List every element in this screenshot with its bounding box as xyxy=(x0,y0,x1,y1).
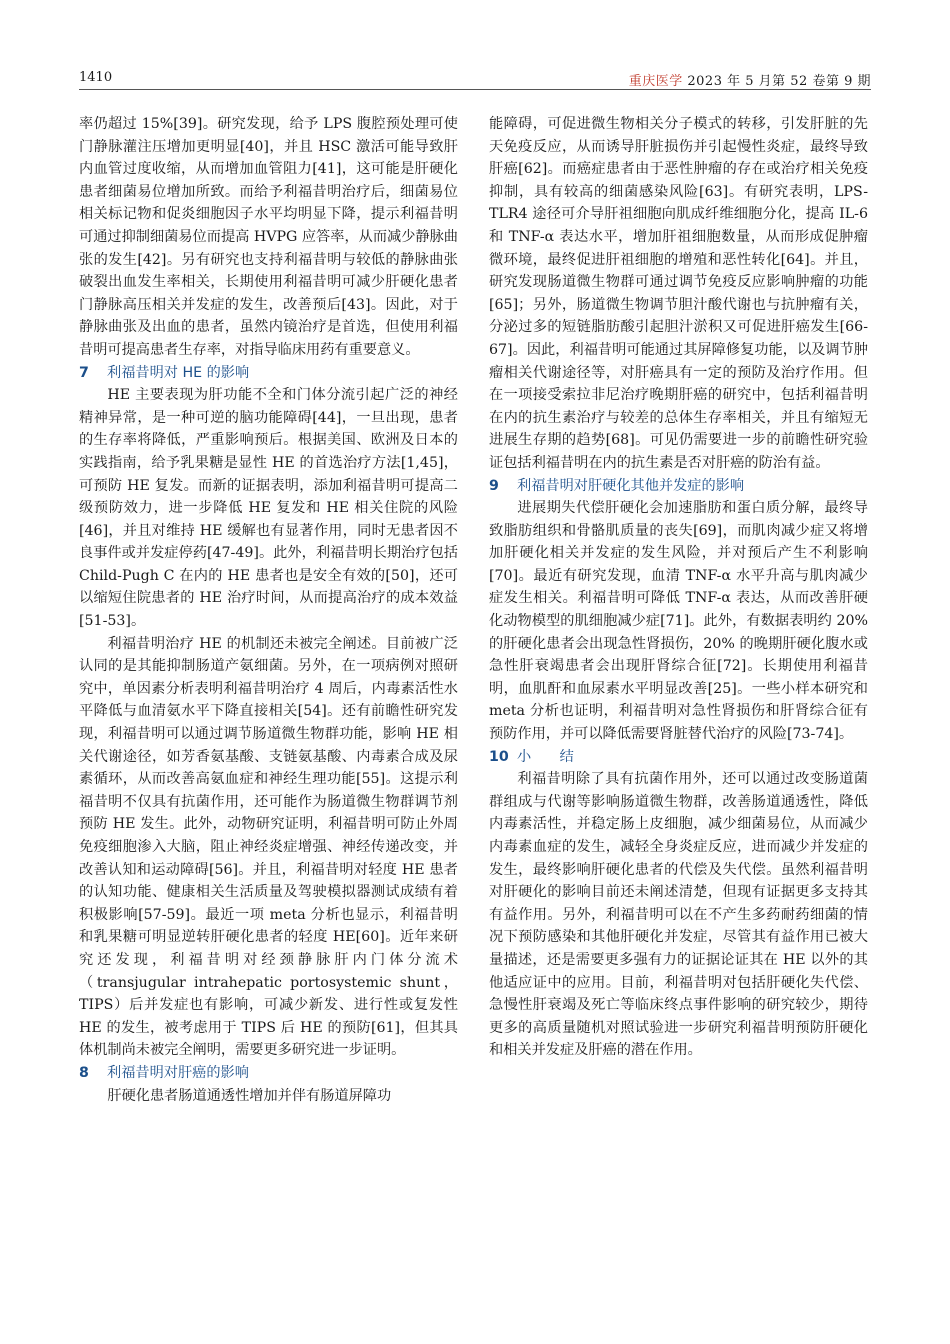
page-number: 1410 xyxy=(79,70,113,85)
section-title: 利福昔明对肝癌的影响 xyxy=(107,1064,249,1081)
section-heading xyxy=(489,746,868,769)
journal-issue: 2023 年 5 月第 52 卷第 9 期 xyxy=(687,74,871,89)
body-paragraph: 利福昔明除了具有抗菌作用外，还可以通过改变肠道菌群组成与代谢等影响肠道微生物群，改善肠道通透性，降低内毒素活性，并稳定肠上皮细胞，减少细菌易位，从而减少内毒素血症的发生，减轻全身炎症反应，进而减少并发症的发生，最终影响肝硬化患者的代偿及失代偿。虽然利福昔明对肝硬化的影响目前还未阐述清楚，但现有证据更多支持其有益作用。另外，利福昔明可以在不产生多药耐药细菌的情况下预防感染和其他肝硬化并发症，尽管其有益作用已被大量描述，还是需要更多强有力的证据论证其在 HE 以外的其他适应证中的应用。目前，利福昔明对包括肝硬化失代偿、急慢性肝衰竭及死亡等临床终点事件影响的研究较少，期待更多的高质量随机对照试验进一步研究利福昔明预防肝硬化和相关并发症及肝癌的潜在作用。 xyxy=(489,771,868,1059)
page-header xyxy=(79,64,871,92)
body-paragraph: HE 主要表现为肝功能不全和门体分流引起广泛的神经精神异常，是一种可逆的脑功能障碍[44]，一旦出现，患者的生存率将降低，严重影响预后。根据美国、欧洲及日本的实践指南，给予乳果糖是显性 HE 的首选治疗方法[1,45]，可预防 HE 复发。而新的证据表明，添加利福昔明可提高二级预防效力，进一步降低 HE 复发和 HE 相关住院的风险[46]，并且对维持 HE 缓解也有显著作用，同时无患者因不良事件或并发症停药[47-49]。此外，利福昔明长期治疗包括 Child-Pugh C 在内的 HE 患者也是安全有效的[50]，还可以缩短住院患者的 HE 治疗时间，从而提高治疗的成本效益[51-53]。 xyxy=(79,387,458,630)
body-paragraph: 率仍超过 15%[39]。研究发现，给予 LPS 腹腔预处理可使门静脉灌注压增加更明显[40]，并且 HSC 激活可能导致肝内血管过度收缩，从而增加血管阻力[41]，这可能是肝硬化患者细菌易位增加所致。而给予利福昔明治疗后，细菌易位相关标记物和促炎细胞因子水平均明显下降，提示利福昔明可通过抑制细菌易位而提高 HVPG 应答率，从而减少静脉曲张的发生[42]。另有研究也支持利福昔明与较低的静脉曲张破裂出血发生率相关，长期使用利福昔明可减少肝硬化患者门静脉高压相关并发症的发生，改善预后[43]。因此，对于静脉曲张及出血的患者，虽然内镜治疗是首选，但使用利福昔明可提高患者生存率，对指导临床用药有重要意义。 xyxy=(79,116,458,358)
section-title: 利福昔明对 HE 的影响 xyxy=(107,364,250,381)
section-number: 9 xyxy=(489,477,499,494)
body-paragraph: 能障碍，可促进微生物相关分子模式的转移，引发肝脏的先天免疫反应，从而诱导肝脏损伤并引起慢性炎症，最终导致肝癌[62]。而癌症患者由于恶性肿瘤的存在或治疗相关免疫抑制，具有较高的细菌感染风险[63]。有研究表明，LPS-TLR4 途径可介导肝祖细胞向肌成纤维细胞分化，提高 IL-6 和 TNF-α 表达水平，增加肝祖细胞数量，从而形成促肿瘤微环境，最终促进肝祖细胞的增殖和恶性转化[64]。并且，研究发现肠道微生物群可通过调节免疫反应影响肿瘤的功能[65]；另外，肠道微生物调节胆汁酸代谢也与抗肿瘤有关，分泌过多的短链脂肪酸引起胆汁淤积又可促进肝癌发生[66-67]。因此，利福昔明可能通过其屏障修复功能，以及调节肿瘤相关代谢途径等，对肝癌具有一定的预防及治疗作用。但在一项接受索拉非尼治疗晚期肝癌的研究中，包括利福昔明在内的抗生素治疗与较差的总体生存率相关，并且有缩短无进展生存期的趋势[68]。可见仍需要进一步的前瞻性研究验证包括利福昔明在内的抗生素是否对肝癌的防治有益。 xyxy=(489,116,868,471)
header-rule xyxy=(79,89,871,90)
section-heading xyxy=(79,1062,458,1085)
section-heading xyxy=(79,362,458,385)
left-column xyxy=(79,113,458,1107)
section-title: 利福昔明对肝硬化其他并发症的影响 xyxy=(517,477,745,494)
right-column xyxy=(489,113,868,1062)
section-number: 7 xyxy=(79,364,89,381)
section-number: 10 xyxy=(489,748,509,765)
section-title: 小 结 xyxy=(517,748,574,765)
body-paragraph: 肝硬化患者肠道通透性增加并伴有肠道屏障功 xyxy=(107,1087,392,1104)
body-paragraph: 利福昔明治疗 HE 的机制还未被完全阐述。目前被广泛认同的是其能抑制肠道产氨细菌。另外，在一项病例对照研究中，单因素分析表明利福昔明治疗 4 周后，内毒素活性水平降低与血清氨水平下降直接相关[54]。还有前瞻性研究发现，利福昔明可以通过调节肠道微生物群功能，影响 HE 相关代谢途径，如芳香氨基酸、支链氨基酸、内毒素合成及尿素循环，从而改善高氨血症和神经生理功能[55]。这提示利福昔明不仅具有抗菌作用，还可能作为肠道微生物群调节剂预防 HE 发生。此外，动物研究证明，利福昔明可防止外周免疫细胞渗入大脑，阻止神经炎症增强、神经传递改变，并改善认知和运动障碍[56]。并且，利福昔明对轻度 HE 患者的认知功能、健康相关生活质量及驾驶模拟器测试成绩有着积极影响[57-59]。最近一项 meta 分析也显示，利福昔明和乳果糖可明显逆转肝硬化患者的轻度 HE[60]。近年来研究还发现，利福昔明对经颈静脉肝内门体分流术（transjugular intrahepatic portosystemic shunt，TIPS）后并发症也有影响，可减少新发、进行性或复发性 HE 的发生，被考虑用于 TIPS 后 HE 的预防[61]，但其具体机制尚未被完全阐明，需要更多研究进一步证明。 xyxy=(79,635,458,1059)
section-heading xyxy=(489,475,868,498)
body-paragraph: 进展期失代偿肝硬化会加速脂肪和蛋白质分解，最终导致脂肪组织和骨骼肌质量的丧失[69]，而肌肉减少症又将增加肝硬化相关并发症的发生风险，并对预后产生不利影响[70]。最近有研究发现，血清 TNF-α 水平升高与肌肉减少症发生相关。利福昔明可降低 TNF-α 表达，从而改善肝硬化动物模型的肌细胞减少症[71]。此外，有数据表明约 20% 的肝硬化患者会出现急性肾损伤，20% 的晚期肝硬化腹水或急性肝衰竭患者会出现肝肾综合征[72]。长期使用利福昔明，血肌酐和血尿素水平明显改善[25]。一些小样本研究和 meta 分析也证明，利福昔明对急性肾损伤和肝肾综合征有预防作用，并可以降低需要肾脏替代治疗的风险[73-74]。 xyxy=(489,500,868,743)
journal-name: 重庆医学 xyxy=(628,74,683,89)
section-number: 8 xyxy=(79,1064,89,1081)
journal-info xyxy=(629,70,871,89)
